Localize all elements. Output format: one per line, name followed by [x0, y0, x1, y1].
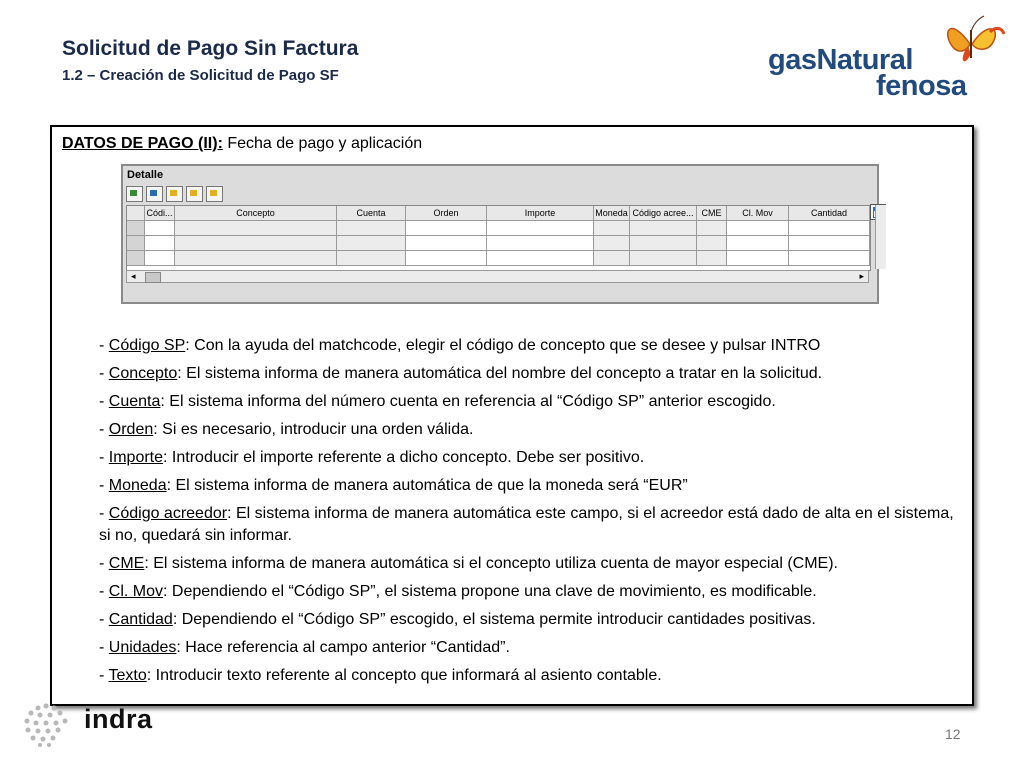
cell-concepto [175, 251, 337, 266]
cell-moneda [594, 221, 630, 236]
delete-row-icon[interactable] [146, 186, 163, 202]
field-name: Cl. Mov [108, 583, 164, 600]
cell-orden[interactable] [406, 251, 487, 266]
row-selector-header [127, 206, 145, 221]
field-text: : El sistema informa de manera automática si el concepto utiliza cuenta de mayor especial (CME). [144, 555, 838, 572]
field-text: : Dependiendo el “Código SP”, el sistema propone una clave de movimiento, es modificable. [163, 583, 817, 600]
cell-cuenta [337, 236, 406, 251]
column-header-moneda[interactable]: Moneda [594, 206, 630, 221]
horizontal-scrollbar[interactable] [126, 270, 869, 283]
cell-cuenta [337, 221, 406, 236]
indra-logo [20, 700, 153, 753]
insert-row-icon[interactable] [126, 186, 143, 202]
table-row [127, 236, 870, 251]
list-item: - Texto: Introducir texto referente al concepto que informará al asiento contable. [99, 667, 662, 684]
slide-title: Solicitud de Pago Sin Factura [62, 37, 359, 60]
column-header-cme[interactable]: CME [697, 206, 727, 221]
cell-cl-mov[interactable] [727, 236, 789, 251]
cell-cantidad[interactable] [789, 221, 870, 236]
cell-moneda [594, 251, 630, 266]
table-row [127, 221, 870, 236]
column-header-cuenta[interactable]: Cuenta [337, 206, 406, 221]
cell-codigo-acreedor [630, 236, 697, 251]
gas-natural-fenosa-logo [766, 14, 1016, 104]
paste-icon[interactable] [186, 186, 203, 202]
field-name: Código SP [108, 337, 186, 354]
sap-detail-panel [121, 164, 879, 304]
field-text: : Con la ayuda del matchcode, elegir el código de concepto que se desee y pulsar INTRO [185, 337, 821, 354]
cell-importe[interactable] [487, 221, 594, 236]
cell-cantidad[interactable] [789, 236, 870, 251]
list-item: - Concepto: El sistema informa de manera automática del nombre del concepto a tratar en la solicitud. [99, 365, 823, 382]
field-name: Moneda [108, 477, 167, 494]
field-name: Orden [108, 421, 154, 438]
sap-toolbar [126, 186, 223, 202]
field-text: : Hace referencia al campo anterior “Cantidad”. [176, 639, 510, 656]
field-name: Unidades [108, 639, 177, 656]
content-frame [50, 125, 974, 706]
table-header-row [127, 206, 870, 221]
column-header-concepto[interactable]: Concepto [175, 206, 337, 221]
scroll-thumb[interactable] [145, 272, 161, 283]
cell-cme [697, 221, 727, 236]
cell-codigo[interactable] [145, 251, 175, 266]
column-header-orden[interactable]: Orden [406, 206, 487, 221]
row-selector[interactable] [127, 236, 145, 251]
cell-concepto [175, 221, 337, 236]
indra-wordmark: indra [84, 704, 153, 734]
dotted-sphere-icon [20, 700, 72, 748]
row-selector[interactable] [127, 251, 145, 266]
field-name: Concepto [108, 365, 178, 382]
list-item: - Cl. Mov: Dependiendo el “Código SP”, el sistema propone una clave de movimiento, es modificable. [99, 583, 817, 600]
cell-importe[interactable] [487, 251, 594, 266]
field-name: Cuenta [108, 393, 161, 410]
butterfly-icon [940, 14, 1006, 70]
cell-cl-mov[interactable] [727, 221, 789, 236]
field-text: : El sistema informa de manera automática del nombre del concepto a tratar en la solicitud. [177, 365, 823, 382]
cell-importe[interactable] [487, 236, 594, 251]
list-item: - Cuenta: El sistema informa del número cuenta en referencia al “Código SP” anterior escogido. [99, 393, 776, 410]
section-heading-rest: Fecha de pago y aplicación [222, 135, 423, 152]
slide-subtitle: 1.2 – Creación de Solicitud de Pago SF [62, 67, 339, 84]
copy-icon[interactable] [166, 186, 183, 202]
cell-cme [697, 236, 727, 251]
field-text: : Introducir el importe referente a dicho concepto. Debe ser positivo. [163, 449, 645, 466]
cell-codigo[interactable] [145, 221, 175, 236]
cell-codigo-acreedor [630, 251, 697, 266]
list-item: - Código SP: Con la ayuda del matchcode, elegir el código de concepto que se desee y pulsar INTRO [99, 337, 821, 354]
column-header-importe[interactable]: Importe [487, 206, 594, 221]
list-item: - CME: El sistema informa de manera automática si el concepto utiliza cuenta de mayor especial (CME). [99, 555, 838, 572]
list-item: - Cantidad: Dependiendo el “Código SP” escogido, el sistema permite introducir cantidades positivas. [99, 611, 816, 628]
section-heading [62, 135, 422, 153]
cell-cuenta [337, 251, 406, 266]
cell-concepto [175, 236, 337, 251]
list-item: - Unidades: Hace referencia al campo anterior “Cantidad”. [99, 639, 510, 656]
cell-cantidad[interactable] [789, 251, 870, 266]
column-header-codigo-acreedor[interactable]: Código acree... [630, 206, 697, 221]
table-row [127, 251, 870, 266]
list-item: - Moneda: El sistema informa de manera automática de que la moneda será “EUR” [99, 477, 688, 494]
field-name: Importe [108, 449, 164, 466]
scroll-left-icon[interactable]: ◂ [131, 271, 136, 281]
details-icon[interactable] [206, 186, 223, 202]
cell-cme [697, 251, 727, 266]
cell-codigo-acreedor [630, 221, 697, 236]
field-text: : Si es necesario, introducir una orden válida. [153, 421, 474, 438]
section-heading-bold: DATOS DE PAGO (II): [62, 135, 223, 152]
field-text: : Introducir texto referente al concepto que informará al asiento contable. [146, 667, 662, 684]
cell-cl-mov[interactable] [727, 251, 789, 266]
field-text: : El sistema informa del número cuenta en referencia al “Código SP” anterior escogido. [160, 393, 776, 410]
column-header-cl-mov[interactable]: Cl. Mov [727, 206, 789, 221]
cell-orden[interactable] [406, 236, 487, 251]
field-text: : Dependiendo el “Código SP” escogido, el sistema permite introducir cantidades positivas. [172, 611, 816, 628]
page-number: 12 [945, 726, 961, 742]
scroll-right-icon[interactable]: ▸ [859, 271, 864, 281]
field-text: : El sistema informa de manera automática este campo, si el acreedor está dado de alta en el sistema, si no, quedará sin informar. [99, 505, 954, 544]
column-header-codigo[interactable]: Códi... [145, 206, 175, 221]
row-selector[interactable] [127, 221, 145, 236]
field-name: Cantidad [108, 611, 173, 628]
list-item: - Código acreedor: El sistema informa de manera automática este campo, si el acreedor está dado de alta en el sistema, si no, quedará sin informar. [99, 505, 954, 544]
detail-table [126, 205, 871, 271]
list-item: - Importe: Introducir el importe referente a dicho concepto. Debe ser positivo. [99, 449, 645, 466]
cell-codigo[interactable] [145, 236, 175, 251]
field-name: Texto [108, 667, 147, 684]
field-description-list [99, 332, 959, 690]
list-item: - Orden: Si es necesario, introducir una orden válida. [99, 421, 474, 438]
field-text: : El sistema informa de manera automática de que la moneda será “EUR” [166, 477, 688, 494]
field-name: Código acreedor [108, 505, 228, 522]
logo-fenosa-text: fenosa [876, 70, 967, 102]
vertical-scrollbar[interactable] [875, 205, 886, 269]
logo-gasnatural-text: gasNatural [768, 44, 913, 76]
cell-orden[interactable] [406, 221, 487, 236]
field-name: CME [108, 555, 145, 572]
column-header-cantidad[interactable]: Cantidad [789, 206, 870, 221]
panel-title: Detalle [127, 169, 164, 181]
cell-moneda [594, 236, 630, 251]
